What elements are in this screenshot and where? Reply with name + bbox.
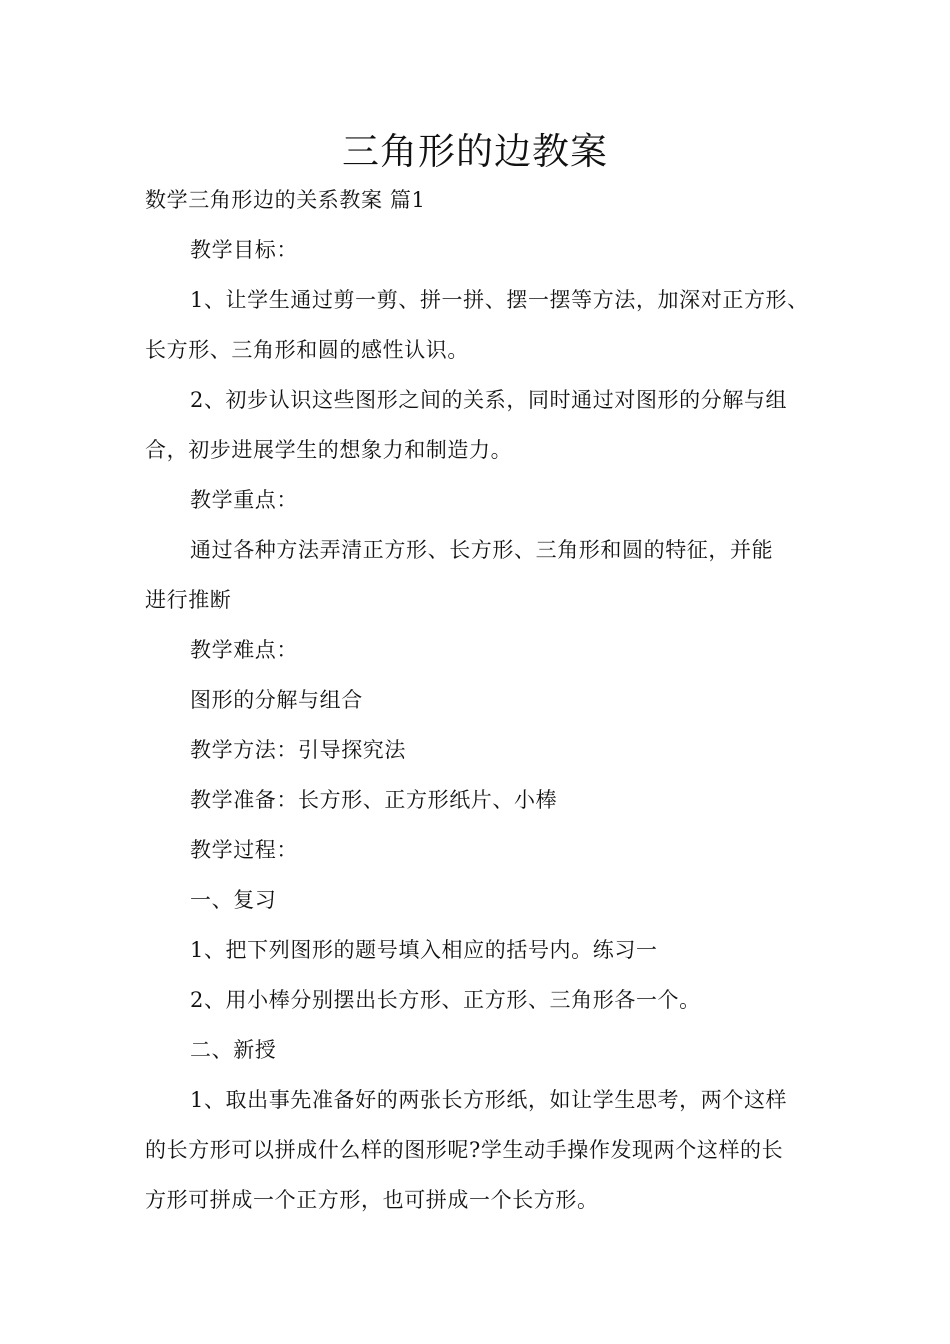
paragraph-line: 通过各种方法弄清正方形、长方形、三角形和圆的特征，并能 <box>190 538 774 562</box>
paragraph-line: 进行推断 <box>145 588 232 612</box>
paragraph-line: 2、用小棒分别摆出长方形、正方形、三角形各一个。 <box>190 988 701 1012</box>
paragraph-line: 1、把下列图形的题号填入相应的括号内。练习一 <box>190 938 658 962</box>
paragraph-line: 教学目标： <box>190 238 298 262</box>
paragraph-line: 教学准备：长方形、正方形纸片、小棒 <box>190 788 558 812</box>
paragraph-line: 教学过程： <box>190 838 298 862</box>
paragraph-line: 1、让学生通过剪一剪、拼一拼、摆一摆等方法，加深对正方形、 <box>190 288 809 312</box>
paragraph-line: 一、复习 <box>190 888 277 912</box>
paragraph-line: 方形可拼成一个正方形，也可拼成一个长方形。 <box>145 1188 599 1212</box>
paragraph-line: 2、初步认识这些图形之间的关系，同时通过对图形的分解与组 <box>190 388 788 412</box>
section-heading: 数学三角形边的关系教案 篇1 <box>145 188 426 212</box>
paragraph-line: 合，初步进展学生的想象力和制造力。 <box>145 438 513 462</box>
paragraph-line: 长方形、三角形和圆的感性认识。 <box>145 338 469 362</box>
document-title: 三角形的边教案 <box>342 130 608 173</box>
paragraph-line: 二、新授 <box>190 1038 277 1062</box>
paragraph-line: 教学难点： <box>190 638 298 662</box>
paragraph-line: 1、取出事先准备好的两张长方形纸，如让学生思考，两个这样 <box>190 1088 788 1112</box>
paragraph-line: 教学重点： <box>190 488 298 512</box>
paragraph-line: 图形的分解与组合 <box>190 688 363 712</box>
paragraph-line: 教学方法：引导探究法 <box>190 738 406 762</box>
paragraph-line: 的长方形可以拼成什么样的图形呢?学生动手操作发现两个这样的长 <box>145 1138 784 1162</box>
